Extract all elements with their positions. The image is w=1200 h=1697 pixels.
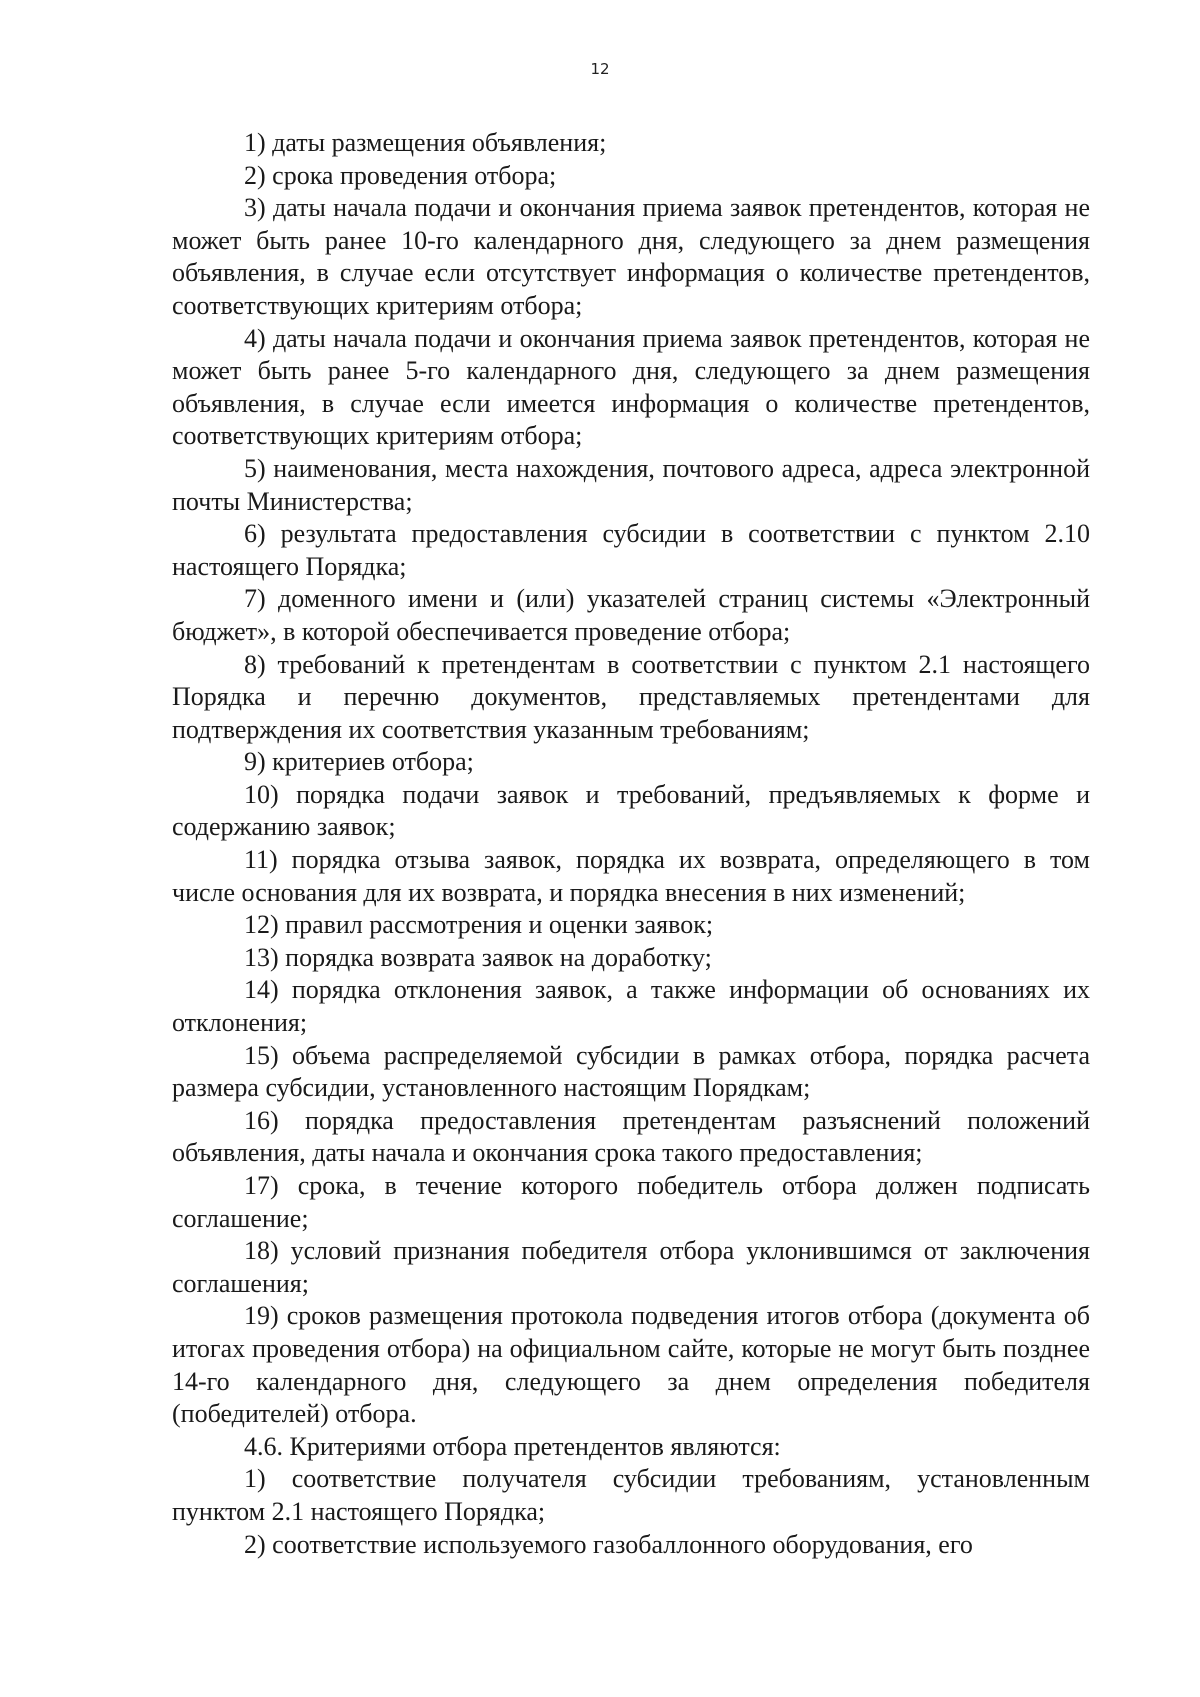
paragraph: 2) соответствие используемого газобаллонного оборудования, его [244,1529,973,1559]
paragraph: 2) срока проведения отбора; [244,160,557,190]
section-heading: 4.6. Критериями отбора претендентов являются: [244,1431,781,1461]
paragraph: 8) требований к претендентам в соответствии с пунктом 2.1 настоящего Порядка и перечню документов, представляемых претендентами для подтверждения их соответствия указанным требованиям; [172,649,1090,744]
paragraph: 16) порядка предоставления претендентам разъяснений положений объявления, даты начала и окончания срока такого предоставления; [172,1105,1090,1168]
page-number: 12 [590,60,610,78]
paragraph: 10) порядка подачи заявок и требований, предъявляемых к форме и содержанию заявок; [172,779,1090,842]
paragraph: 4) даты начала подачи и окончания приема заявок претендентов, которая не может быть ранее 5-го календарного дня, следующего за днем размещения объявления, в случае если имеется информация о количестве претендентов, соответствующих критериям отбора; [172,323,1090,451]
paragraph: 1) даты размещения объявления; [244,128,607,157]
paragraph: 13) порядка возврата заявок на доработку; [244,942,712,972]
paragraph: 17) срока, в течение которого победитель отбора должен подписать соглашение; [172,1171,1090,1233]
paragraph: 5) наименования, места нахождения, почтового адреса, адреса электронной почты Министерства; [172,453,1090,516]
paragraph: 1) соответствие получателя субсидии требованиям, установленным пунктом 2.1 настоящего Порядка; [172,1464,1090,1526]
paragraph: 7) доменного имени и (или) указателей страниц системы «Электронный бюджет», в которой обеспечивается проведение отбора; [172,584,1090,646]
paragraph: 9) критериев отбора; [244,747,474,777]
paragraph: 6) результата предоставления субсидии в соответствии с пунктом 2.10 настоящего Порядка; [172,519,1090,581]
document-body [172,127,1090,1561]
paragraph: 19) сроков размещения протокола подведения итогов отбора (документа об итогах проведения отбора) на официальном сайте, которые не могут быть позднее 14-го календарного дня, следующего за днем определения победителя (победителей) отбора. [172,1301,1090,1429]
paragraph: 3) даты начала подачи и окончания приема заявок претендентов, которая не может быть ранее 10-го календарного дня, следующего за днем размещения объявления, в случае если отсутствует информация о количестве претендентов, соответствующих критериям отбора; [172,193,1090,320]
paragraph: 11) порядка отзыва заявок, порядка их возврата, определяющего в том числе основания для их возврата, и порядка внесения в них изменений; [172,845,1090,907]
paragraph: 18) условий признания победителя отбора уклонившимся от заключения соглашения; [172,1236,1090,1298]
paragraph: 14) порядка отклонения заявок, а также информации об основаниях их отклонения; [172,975,1090,1038]
paragraph: 12) правил рассмотрения и оценки заявок; [244,910,714,940]
paragraph: 15) объема распределяемой субсидии в рамках отбора, порядка расчета размера субсидии, установленного настоящим Порядкам; [172,1040,1090,1103]
